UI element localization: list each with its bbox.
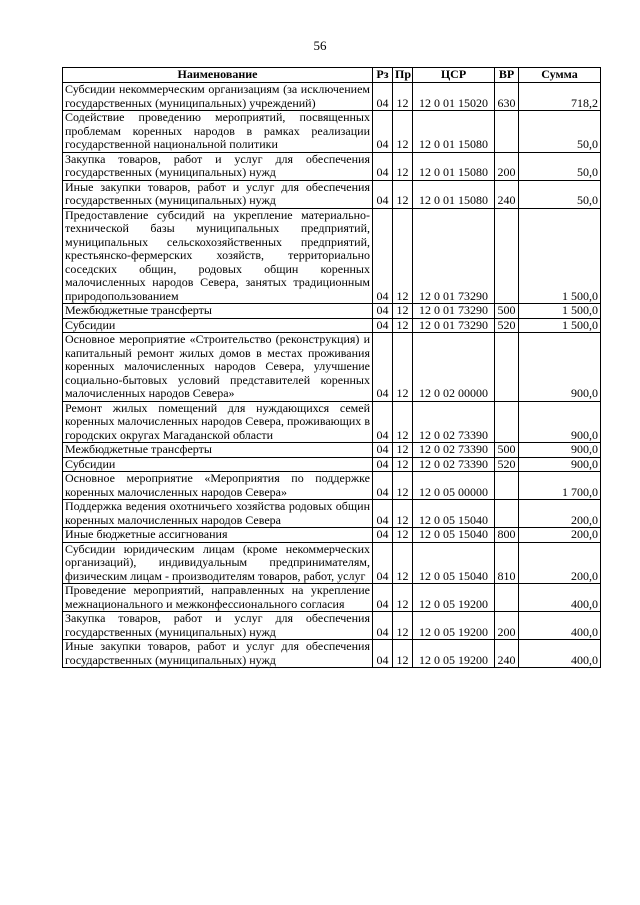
row-vr-cell: 800 [495,528,519,543]
row-name-cell: Иные закупки товаров, работ и услуг для обеспечения государственных (муниципальных) нужд [63,640,373,668]
row-name-cell: Закупка товаров, работ и услуг для обеспечения государственных (муниципальных) нужд [63,152,373,180]
row-csr-cell: 12 0 05 19200 [413,584,495,612]
row-vr-cell: 240 [495,180,519,208]
row-name-cell: Межбюджетные трансферты [63,443,373,458]
row-name-cell: Иные закупки товаров, работ и услуг для обеспечения государственных (муниципальных) нужд [63,180,373,208]
row-pr-cell: 12 [393,83,413,111]
table-row [63,472,601,500]
row-csr-cell: 12 0 01 15080 [413,180,495,208]
row-sum-cell: 1 500,0 [519,208,601,304]
row-rz-cell: 04 [373,457,393,472]
table-row [63,180,601,208]
row-csr-cell: 12 0 05 15040 [413,542,495,584]
row-name-cell: Основное мероприятие «Мероприятия по поддержке коренных малочисленных народов Севера» [63,472,373,500]
row-name-cell: Проведение мероприятий, направленных на укрепление межнационального и межконфессионального согласия [63,584,373,612]
table-body [63,83,601,668]
row-name-cell: Межбюджетные трансферты [63,304,373,319]
table-row [63,304,601,319]
row-sum-cell: 400,0 [519,612,601,640]
row-name-cell: Предоставление субсидий на укрепление материально-технической базы муниципальных предприятий, муниципальных сельскохозяйственных предприятий, крестьянско-фермерских хозяйств, территориально соседских общин, родовых общин коренных малочисленных народов Севера, занятых традиционным природопользованием [63,208,373,304]
row-vr-cell: 240 [495,640,519,668]
row-name-cell: Основное мероприятие «Строительство (реконструкция) и капитальный ремонт жилых домов в местах проживания коренных малочисленных народов Севера, улучшение социально-бытовых условий представителей коренных малочисленных народов Севера» [63,333,373,402]
row-rz-cell: 04 [373,612,393,640]
row-vr-cell: 200 [495,612,519,640]
row-sum-cell: 900,0 [519,401,601,443]
row-sum-cell: 1 500,0 [519,304,601,319]
row-sum-cell: 200,0 [519,500,601,528]
row-vr-cell [495,111,519,153]
row-csr-cell: 12 0 05 19200 [413,612,495,640]
row-csr-cell: 12 0 01 15080 [413,111,495,153]
row-vr-cell [495,333,519,402]
table-header [63,68,601,83]
row-pr-cell: 12 [393,304,413,319]
row-sum-cell: 50,0 [519,180,601,208]
row-name-cell: Закупка товаров, работ и услуг для обеспечения государственных (муниципальных) нужд [63,612,373,640]
header-row [63,68,601,83]
row-rz-cell: 04 [373,542,393,584]
row-pr-cell: 12 [393,472,413,500]
row-csr-cell: 12 0 02 73390 [413,457,495,472]
row-rz-cell: 04 [373,584,393,612]
row-pr-cell: 12 [393,318,413,333]
row-name-cell: Субсидии юридическим лицам (кроме некоммерческих организаций), индивидуальным предпринимателям, физическим лицам - производителям товаров, работ, услуг [63,542,373,584]
table-row [63,457,601,472]
row-name-cell: Поддержка ведения охотничьего хозяйства родовых общин коренных малочисленных народов Севера [63,500,373,528]
row-sum-cell: 50,0 [519,111,601,153]
row-name-cell: Субсидии [63,457,373,472]
row-vr-cell [495,401,519,443]
row-rz-cell: 04 [373,180,393,208]
row-sum-cell: 900,0 [519,333,601,402]
row-pr-cell: 12 [393,180,413,208]
row-sum-cell: 200,0 [519,542,601,584]
row-vr-cell: 520 [495,457,519,472]
row-pr-cell: 12 [393,111,413,153]
table-row [63,542,601,584]
row-pr-cell: 12 [393,500,413,528]
row-rz-cell: 04 [373,333,393,402]
header-name: Наименование [63,68,373,83]
row-csr-cell: 12 0 01 73290 [413,208,495,304]
header-rz: Рз [373,68,393,83]
table-row [63,584,601,612]
header-sum: Сумма [519,68,601,83]
row-sum-cell: 1 500,0 [519,318,601,333]
row-rz-cell: 04 [373,528,393,543]
row-rz-cell: 04 [373,443,393,458]
row-pr-cell: 12 [393,457,413,472]
row-vr-cell: 810 [495,542,519,584]
row-name-cell: Содействие проведению мероприятий, посвященных проблемам коренных народов в рамках реализации государственной национальной политики [63,111,373,153]
row-rz-cell: 04 [373,401,393,443]
table-row [63,318,601,333]
row-rz-cell: 04 [373,640,393,668]
row-name-cell: Субсидии некоммерческим организациям (за исключением государственных (муниципальных) учреждений) [63,83,373,111]
row-pr-cell: 12 [393,584,413,612]
row-pr-cell: 12 [393,401,413,443]
row-vr-cell: 500 [495,443,519,458]
row-csr-cell: 12 0 05 15040 [413,528,495,543]
table-row [63,443,601,458]
row-sum-cell: 900,0 [519,457,601,472]
row-name-cell: Ремонт жилых помещений для нуждающихся семей коренных малочисленных народов Севера, проживающих в городских округах Магаданской области [63,401,373,443]
table-row [63,83,601,111]
table-row [63,401,601,443]
row-rz-cell: 04 [373,304,393,319]
row-vr-cell [495,584,519,612]
row-vr-cell: 630 [495,83,519,111]
row-sum-cell: 50,0 [519,152,601,180]
row-csr-cell: 12 0 02 00000 [413,333,495,402]
row-sum-cell: 400,0 [519,584,601,612]
row-vr-cell: 520 [495,318,519,333]
row-sum-cell: 1 700,0 [519,472,601,500]
table-row [63,333,601,402]
row-vr-cell [495,208,519,304]
row-csr-cell: 12 0 05 00000 [413,472,495,500]
row-pr-cell: 12 [393,443,413,458]
row-name-cell: Иные бюджетные ассигнования [63,528,373,543]
row-csr-cell: 12 0 01 15080 [413,152,495,180]
row-csr-cell: 12 0 01 73290 [413,304,495,319]
header-csr: ЦСР [413,68,495,83]
row-sum-cell: 400,0 [519,640,601,668]
table-row [63,612,601,640]
row-vr-cell: 200 [495,152,519,180]
row-pr-cell: 12 [393,612,413,640]
row-name-cell: Субсидии [63,318,373,333]
table-row [63,208,601,304]
page-number: 56 [313,38,327,53]
header-vr: ВР [495,68,519,83]
row-csr-cell: 12 0 05 19200 [413,640,495,668]
row-csr-cell: 12 0 05 15040 [413,500,495,528]
table-row [63,500,601,528]
row-rz-cell: 04 [373,318,393,333]
row-vr-cell: 500 [495,304,519,319]
row-csr-cell: 12 0 02 73390 [413,443,495,458]
table-row [63,111,601,153]
row-rz-cell: 04 [373,472,393,500]
header-pr: Пр [393,68,413,83]
row-sum-cell: 900,0 [519,443,601,458]
row-sum-cell: 718,2 [519,83,601,111]
row-pr-cell: 12 [393,640,413,668]
row-pr-cell: 12 [393,542,413,584]
row-sum-cell: 200,0 [519,528,601,543]
row-rz-cell: 04 [373,208,393,304]
row-rz-cell: 04 [373,500,393,528]
row-pr-cell: 12 [393,333,413,402]
table-row [63,152,601,180]
row-rz-cell: 04 [373,111,393,153]
row-vr-cell [495,500,519,528]
row-csr-cell: 12 0 01 15020 [413,83,495,111]
row-csr-cell: 12 0 02 73390 [413,401,495,443]
row-csr-cell: 12 0 01 73290 [413,318,495,333]
budget-table [62,67,601,668]
row-rz-cell: 04 [373,83,393,111]
row-pr-cell: 12 [393,528,413,543]
table-row [63,528,601,543]
row-rz-cell: 04 [373,152,393,180]
row-pr-cell: 12 [393,152,413,180]
table-row [63,640,601,668]
row-pr-cell: 12 [393,208,413,304]
row-vr-cell [495,472,519,500]
